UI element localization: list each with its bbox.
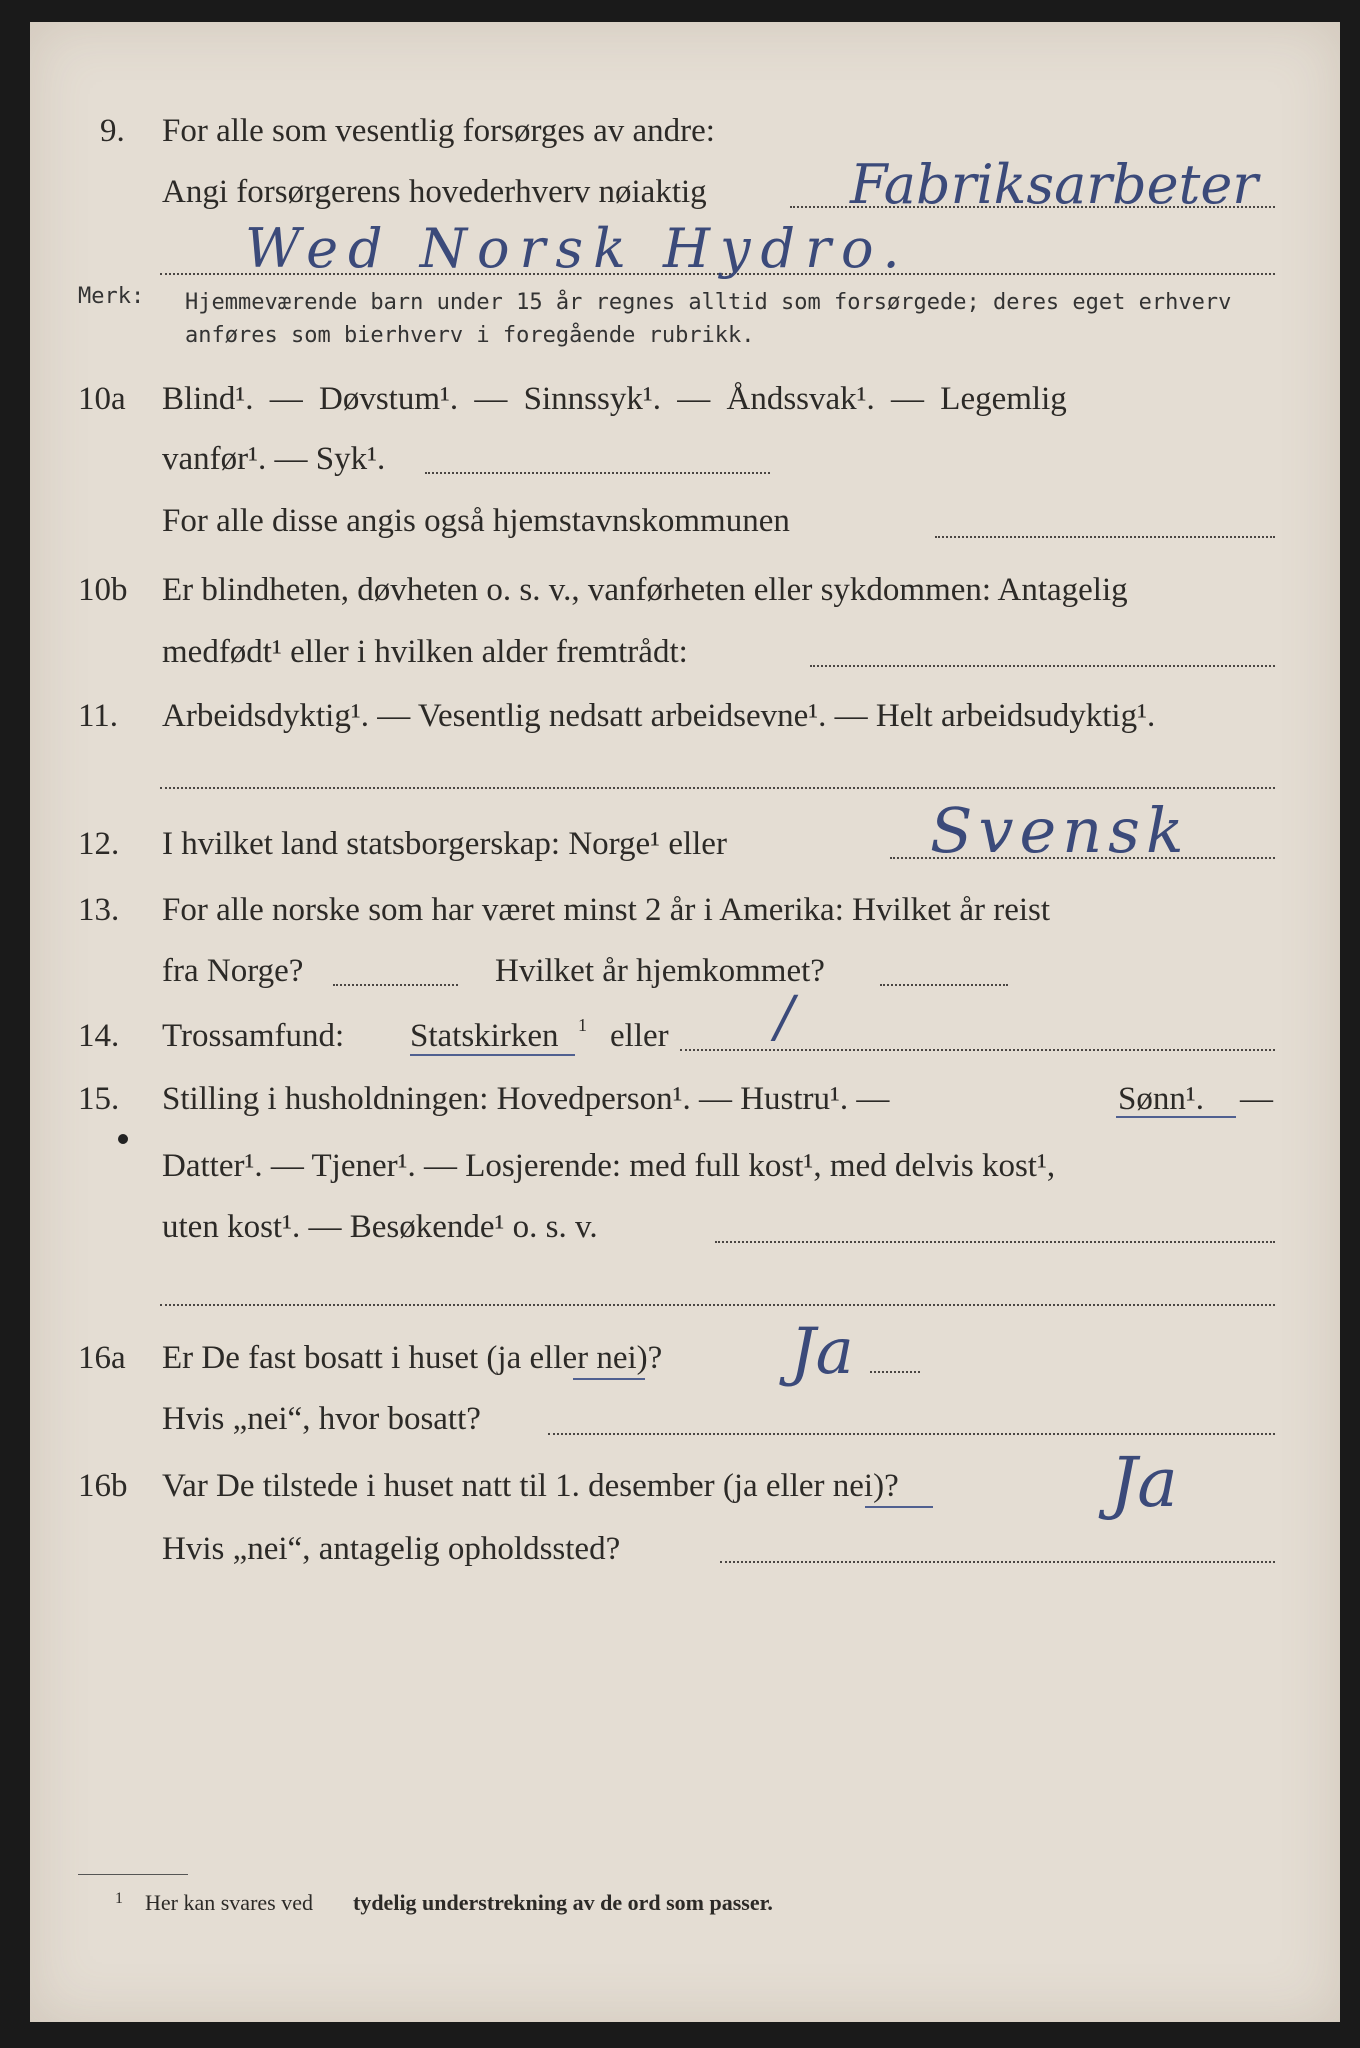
q14-tail: eller [610,1018,669,1054]
q15-number: 15. [78,1081,120,1117]
q16b-opholdssted-line [720,1561,1275,1563]
q15-answer-line [715,1241,1275,1243]
merk-line2: anføres som bierhverv i foregående rubrikk. [185,323,755,348]
q15-line3: uten kost¹. — Besøkende¹ o. s. v. [162,1209,598,1245]
q16a-answer-line [870,1371,920,1373]
q14-answer: / [775,985,794,1050]
q15-line2: Datter¹. — Tjener¹. — Losjerende: med full kost¹, med delvis kost¹, [162,1148,1056,1184]
q16a-answer: Ja [790,1315,854,1389]
q16a-number: 16a [78,1340,126,1376]
ink-dot [118,1134,128,1144]
q16a-ja-underline [573,1378,645,1380]
q13-reist-line [333,984,458,986]
footnote-rule [78,1874,188,1875]
q16a-line2: Hvis „nei“, hvor bosatt? [162,1401,481,1437]
footnote-text-b: tydelig understrekning av de ord som passer. [353,1890,773,1915]
q16b-line2: Hvis „nei“, antagelig opholdssted? [162,1531,621,1567]
q11-line1: Arbeidsdyktig¹. — Vesentlig nedsatt arbeidsevne¹. — Helt arbeidsudyktig¹. [162,698,1156,734]
footnote-text-a: Her kan svares ved [145,1890,313,1915]
q9-line2: Angi forsørgerens hovederhverv nøiaktig [162,174,707,210]
q14-option-underline [410,1054,575,1056]
q9-answer1: Fabriksarbeter [850,153,1259,216]
q15-sonn-underline [1116,1116,1236,1118]
q16a-line1: Er De fast bosatt i huset (ja eller nei)? [162,1340,663,1376]
q12-number: 12. [78,826,120,862]
q14-option: Statskirken [410,1018,559,1054]
q15-line1a: Stilling i husholdningen: Hovedperson¹. — Hustru¹. — [162,1081,890,1117]
q10b-answer-line [810,665,1275,667]
q13-line2a: fra Norge? [162,953,304,989]
q14-label: Trossamfund: [162,1018,345,1054]
q10a-line3: For alle disse angis også hjemstavnskommunen [162,503,790,539]
q13-line1: For alle norske som har været minst 2 år i Amerika: Hvilket år reist [162,892,1051,928]
q10a-kommune-line [935,536,1275,538]
q11-answer-line [160,787,1275,789]
q14-answer-line [680,1049,1275,1051]
q10a-line2: vanfør¹. — Syk¹. [162,441,386,477]
q16b-ja-underline [865,1506,933,1508]
q14-number: 14. [78,1018,120,1054]
q14-footnote-mark: 1 [578,1015,587,1035]
q11-number: 11. [78,698,119,734]
q10a-syk-line [425,472,770,474]
footnote-mark: 1 [115,1890,123,1907]
q13-number: 13. [78,892,120,928]
q15-answer-line2 [160,1304,1275,1306]
q9-number: 9. [100,113,125,149]
q10b-number: 10b [78,572,128,608]
q12-line1: I hvilket land statsborgerskap: Norge¹ eller [162,826,727,862]
q10a-number: 10a [78,381,126,417]
q16b-number: 16b [78,1468,128,1504]
q13-hjemkommet-line [880,984,1008,986]
q13-line2b: Hvilket år hjemkommet? [495,953,825,989]
q16a-bosatt-line [548,1433,1275,1435]
q15-line1c: — [1240,1081,1273,1117]
q16b-line1: Var De tilstede i huset natt til 1. desember (ja eller nei)? [162,1468,899,1504]
q10b-line1: Er blindheten, døvheten o. s. v., vanførheten eller sykdommen: Antagelig [162,572,1128,608]
q12-answer: Svensk [930,794,1190,867]
q16b-answer: Ja [1110,1444,1178,1523]
q9-line1: For alle som vesentlig forsørges av andre: [162,113,715,149]
q10b-line2: medfødt¹ eller i hvilken alder fremtrådt: [162,634,688,670]
merk-label: Merk: [78,284,145,309]
merk-line1: Hjemmeværende barn under 15 år regnes alltid som forsørgede; deres eget erhverv [185,290,1232,315]
q10a-line1: Blind¹. — Døvstum¹. — Sinnssyk¹. — Åndssvak¹. — Legemlig [162,381,1067,417]
q9-answer2: Wed Norsk Hydro. [245,217,910,280]
q15-line1b: Sønn¹. [1118,1081,1204,1117]
